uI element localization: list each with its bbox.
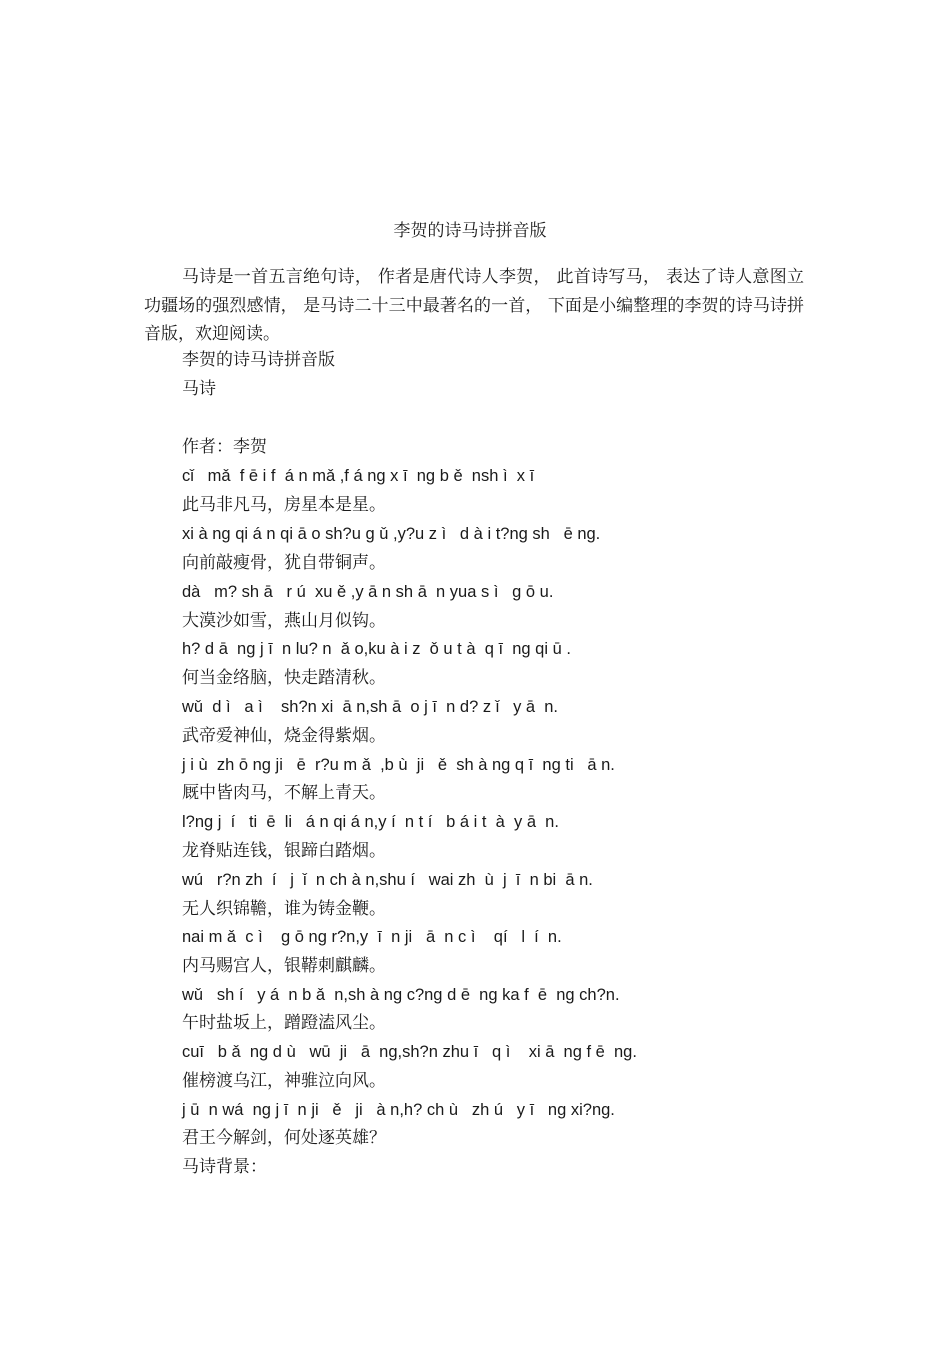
poem-line: 内马赐宫人，银鞯刺麒麟。 xyxy=(182,956,386,976)
poem-line: 无人织锦韂，谁为铸金鞭。 xyxy=(182,899,386,919)
document-title: 李贺的诗马诗拼音版 xyxy=(393,221,547,241)
pinyin-line: dà m? sh ā r ú xu ě ,y ā n sh ā n yua s ì g ō u. xyxy=(182,583,554,601)
poem-line: 催榜渡乌江，神骓泣向风。 xyxy=(182,1071,386,1091)
poem-line: 厩中皆肉马，不解上青天。 xyxy=(182,783,386,803)
poem-title: 马诗 xyxy=(182,379,216,399)
poem-line: 武帝爱神仙，烧金得紫烟。 xyxy=(182,726,386,746)
pinyin-line: h? d ā ng j ī n lu? n ǎ o,ku à i z ǒ u t à q ī ng qi ū . xyxy=(182,640,571,658)
poem-line: 何当金络脑，快走踏清秋。 xyxy=(182,668,386,688)
pinyin-line: wǔ sh í y á n b ǎ n,sh à ng c?ng d ē ng ka f ē ng ch?n. xyxy=(182,986,620,1004)
author-line: 作者：李贺 xyxy=(182,437,267,457)
poem-line: 君王今解剑，何处逐英雄？ xyxy=(182,1128,386,1148)
pinyin-line: cǐ mǎ f ē i f á n mǎ ,f á ng x ī ng b ě nsh ì x ī xyxy=(182,467,535,485)
pinyin-line: cuī b ǎ ng d ù wū ji ā ng,sh?n zhu ī q ì xi ā ng f ē ng. xyxy=(182,1043,637,1061)
poem-line: 龙脊贴连钱，银蹄白踏烟。 xyxy=(182,841,386,861)
background-heading: 马诗背景： xyxy=(182,1157,267,1177)
poem-line: 向前敲瘦骨，犹自带铜声。 xyxy=(182,553,386,573)
pinyin-line: l?ng j í ti ē li á n qi á n,y í n t í b á i t à y ā n. xyxy=(182,813,559,831)
pinyin-line: wǔ d ì a ì sh?n xi ā n,sh ā o j ī n d? z ǐ y ā n. xyxy=(182,698,559,716)
poem-line: 午时盐坂上，蹭蹬溘风尘。 xyxy=(182,1013,386,1033)
subtitle: 李贺的诗马诗拼音版 xyxy=(182,350,335,370)
poem-line: 此马非凡马，房星本是星。 xyxy=(182,495,386,515)
pinyin-line: wú r?n zh í j ǐ n ch à n,shu í wai zh ù j ī n bi ā n. xyxy=(182,871,593,889)
pinyin-line: j ū n wá ng j ī n ji ě ji à n,h? ch ù zh ú y ī ng xi?ng. xyxy=(182,1101,615,1119)
poem-line: 大漠沙如雪，燕山月似钩。 xyxy=(182,611,386,631)
intro-paragraph: 马诗是一首五言绝句诗， 作者是唐代诗人李贺， 此首诗写马， 表达了诗人意图立功疆场的强烈感情， 是马诗二十三中最著名的一首， 下面是小编整理的李贺的诗马诗拼音版，欢迎阅读。 xyxy=(144,267,804,344)
pinyin-line: nai m ǎ c ì g ō ng r?n,y ī n ji ā n c ì qí l í n. xyxy=(182,928,562,946)
pinyin-line: xi à ng qi á n qi ā o sh?u g ǔ ,y?u z ì d à i t?ng sh ē ng. xyxy=(182,525,601,543)
pinyin-line: j i ù zh ō ng ji ē r?u m ǎ ,b ù ji ě sh à ng q ī ng ti ā n. xyxy=(182,756,615,774)
